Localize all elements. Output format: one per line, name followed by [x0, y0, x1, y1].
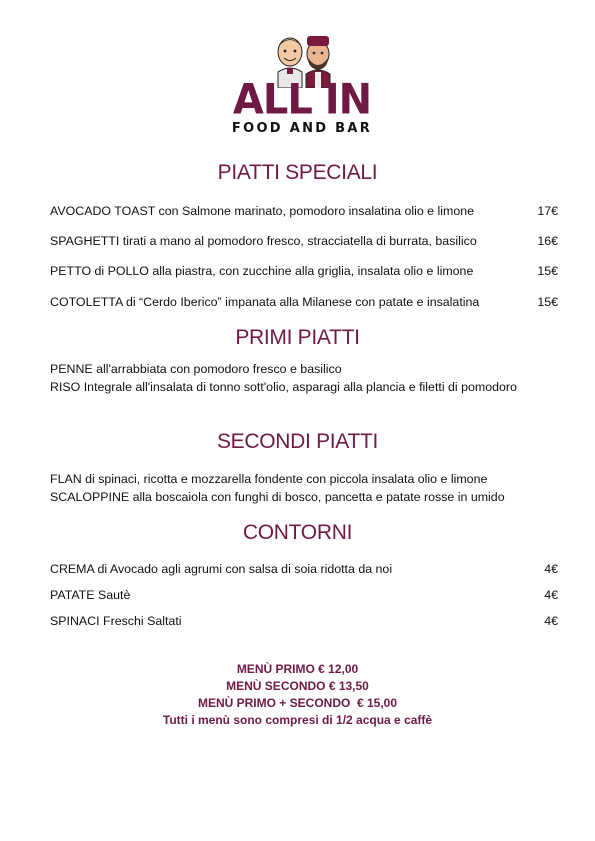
- list-item: RISO Integrale all'insalata di tonno sott'olio, asparagi alla plancia e filetti di pomodoro: [50, 380, 517, 394]
- item-description: CREMA di Avocado agli agrumi con salsa di soia ridotta da noi: [50, 562, 393, 576]
- item-description: SPAGHETTI tirati a mano al pomodoro fresco, stracciatella di burrata, basilico: [50, 234, 477, 248]
- offer-note: Tutti i menù sono compresi di 1/2 acqua e caffè: [162, 713, 433, 727]
- item-description: PATATE Sautè: [50, 588, 131, 602]
- list-item: [50, 263, 558, 279]
- list-item: [50, 587, 558, 603]
- list-item: [50, 294, 558, 310]
- offer-primo-secondo: MENÙ PRIMO + SECONDO € 15,00: [197, 696, 398, 710]
- secondi-list: [50, 470, 570, 506]
- list-item: SCALOPPINE alla boscaiola con funghi di bosco, pancetta e patate rosse in umido: [50, 490, 505, 504]
- item-price: 15€: [537, 295, 558, 309]
- logo: [222, 24, 382, 142]
- primi-list: [50, 360, 550, 396]
- menu-offers: [0, 661, 595, 729]
- section-title-secondi: SECONDI PIATTI: [216, 430, 379, 453]
- section-title-primi: PRIMI PIATTI: [235, 326, 360, 349]
- section-title-speciali: PIATTI SPECIALI: [217, 161, 378, 184]
- section-title-contorni: CONTORNI: [242, 521, 353, 544]
- list-item: [50, 613, 558, 629]
- list-item: PENNE all'arrabbiata con pomodoro fresco e basilico: [50, 362, 342, 376]
- list-item: FLAN di spinaci, ricotta e mozzarella fondente con piccola insalata olio e limone: [50, 472, 488, 486]
- item-description: AVOCADO TOAST con Salmone marinato, pomodoro insalatina olio e limone: [50, 204, 475, 218]
- item-price: 15€: [537, 264, 558, 278]
- list-item: [50, 561, 558, 577]
- item-price: 16€: [537, 234, 558, 248]
- item-description: SPINACI Freschi Saltati: [50, 614, 182, 628]
- item-price: 17€: [537, 204, 558, 218]
- item-description: PETTO di POLLO alla piastra, con zucchine alla griglia, insalata olio e limone: [50, 264, 474, 278]
- offer-secondo: MENÙ SECONDO € 13,50: [226, 679, 369, 693]
- brand-name: ALL IN: [232, 75, 372, 125]
- brand-tagline: FOOD AND BAR: [231, 121, 373, 136]
- item-description: COTOLETTA di “Cerdo Iberico” impanata alla Milanese con patate e insalatina: [50, 295, 480, 309]
- item-price: 4€: [544, 588, 558, 602]
- item-price: 4€: [544, 562, 558, 576]
- offer-primo: MENÙ PRIMO € 12,00: [236, 662, 359, 676]
- item-price: 4€: [544, 614, 558, 628]
- list-item: [50, 233, 558, 249]
- list-item: [50, 203, 558, 219]
